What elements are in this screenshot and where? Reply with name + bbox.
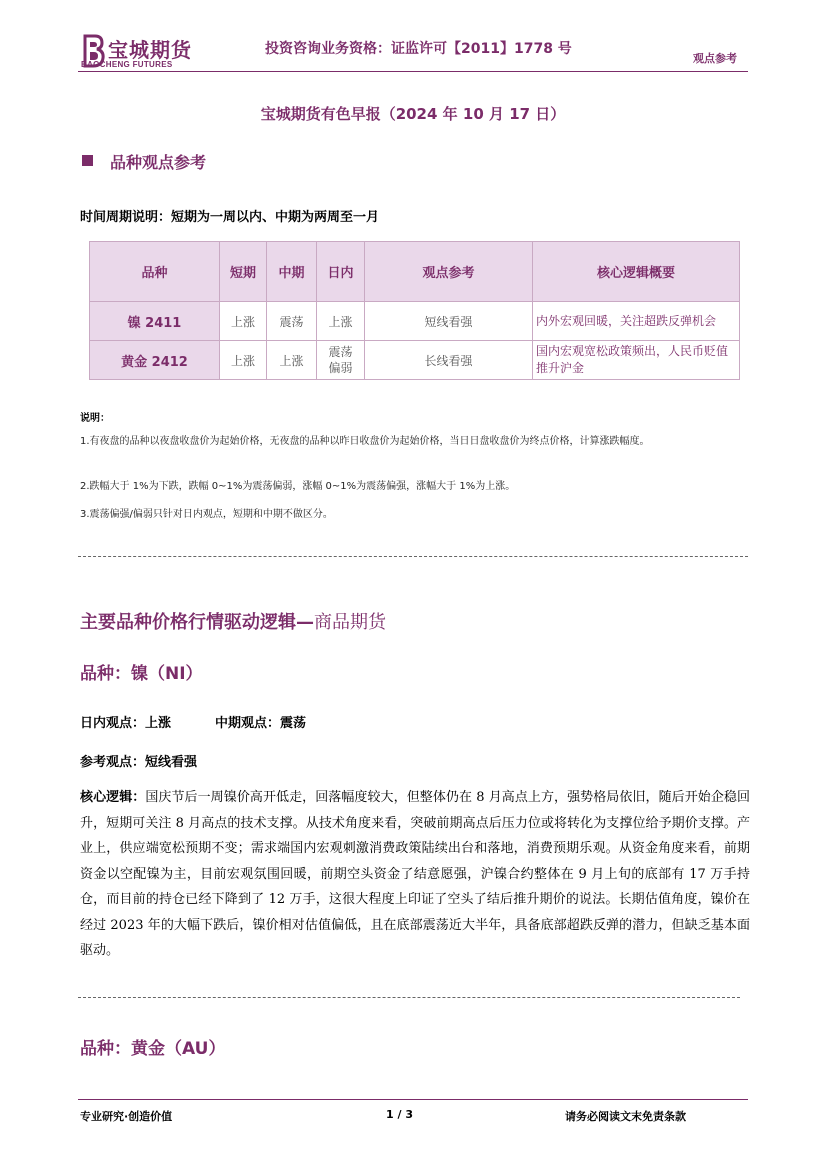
nickel-mid-view: 中期观点：震荡: [215, 716, 307, 731]
col-header-variety: 品种: [90, 242, 220, 302]
cell-mid: 上涨: [267, 341, 317, 380]
footer-disclaimer: 请务必阅读文末免责条款: [565, 1110, 686, 1123]
nickel-logic-label: 核心逻辑：: [80, 790, 146, 805]
footer-divider: [78, 1099, 748, 1100]
cell-logic: 内外宏观回暖，关注超跌反弹机会: [533, 302, 740, 341]
cell-short: 上涨: [220, 341, 267, 380]
nickel-views: [80, 712, 306, 731]
dashed-divider: [78, 997, 740, 998]
section-title-drivers: [80, 608, 386, 634]
cell-intraday: 上涨: [317, 302, 365, 341]
section-title-views: 品种观点参考: [110, 153, 207, 172]
cell-variety: 镍 2411: [90, 302, 220, 341]
nickel-heading: 品种：镍（NI）: [80, 664, 203, 684]
period-note: 时间周期说明：短期为一周以内、中期为两周至一月: [80, 210, 380, 225]
gold-heading: 品种：黄金（AU）: [80, 1039, 226, 1059]
dashed-divider: [78, 556, 748, 557]
section-title-drivers-bold: 主要品种价格行情驱动逻辑—: [80, 612, 314, 633]
table-row: [90, 302, 740, 341]
cell-variety: 黄金 2412: [90, 341, 220, 380]
nickel-intraday-view: 日内观点：上涨: [80, 716, 172, 731]
logo-text-en: BAOCHENG FUTURES: [81, 60, 173, 69]
cell-view: 长线看强: [365, 341, 533, 380]
cell-view: 短线看强: [365, 302, 533, 341]
col-header-logic: 核心逻辑概要: [533, 242, 740, 302]
nickel-ref-view: 参考观点：短线看强: [80, 755, 198, 770]
cell-short: 上涨: [220, 302, 267, 341]
note-item-3: 3.震荡偏强/偏弱只针对日内观点，短期和中期不做区分。: [80, 509, 333, 520]
table-header-row: [90, 242, 740, 302]
notes-heading: 说明：: [80, 413, 110, 424]
col-header-mid: 中期: [267, 242, 317, 302]
col-header-view: 观点参考: [365, 242, 533, 302]
logo-text-cn: 宝城期货: [108, 38, 192, 62]
cell-logic: 国内宏观宽松政策频出，人民币贬值推升沪金: [533, 341, 740, 380]
note-item-2: 2.跌幅大于 1%为下跌，跌幅 0~1%为震荡偏弱，涨幅 0~1%为震荡偏强，涨幅大于 1%为上涨。: [80, 481, 516, 492]
col-header-short: 短期: [220, 242, 267, 302]
page-number: 1 / 3: [386, 1108, 413, 1121]
nickel-logic: [80, 785, 750, 964]
cell-mid: 震荡: [267, 302, 317, 341]
report-title: 宝城期货有色早报（2024 年 10 月 17 日）: [260, 105, 566, 123]
table-row: [90, 341, 740, 380]
note-item-1: 1.有夜盘的品种以夜盘收盘价为起始价格，无夜盘的品种以昨日收盘价为起始价格，当日日盘收盘价为终点价格，计算涨跌幅度。: [80, 436, 650, 447]
header-divider: [78, 71, 748, 72]
nickel-logic-text: 国庆节后一周镍价高开低走，回落幅度较大，但整体仍在 8 月高点上方，强势格局依旧，随后开始企稳回升，短期可关注 8 月高点的技术支撑。从技术角度来看，突破前期高点后压力位或将转化为支撑位给予期价支撑。产业上，供应端宽松预期不变；需求端国内宏观刺激消费政策陆续出台和落地，消费预期乐观。从资金角度来看，前期资金以空配镍为主，目前宏观氛围回暖，前期空头资金了结意愿强，沪镍合约整体在 9 月上旬的底部有 17 万手持仓，而目前的持仓已经下降到了 12 万手，这很大程度上印证了空头了结后推升期价的说法。长期估值角度，镍价在经过 2023 年的大幅下跌后，镍价相对估值偏低，且在底部震荡近大半年，具备底部超跌反弹的潜力，但缺乏基本面驱动。: [80, 790, 750, 958]
section-bullet-icon: [82, 155, 93, 166]
license-text: 投资咨询业务资格：证监许可【2011】1778 号: [265, 41, 572, 57]
header-section-tag: 观点参考: [693, 52, 737, 65]
views-table: [89, 241, 740, 380]
col-header-intraday: 日内: [317, 242, 365, 302]
footer-slogan: 专业研究·创造价值: [80, 1110, 173, 1123]
section-title-drivers-light: 商品期货: [314, 612, 386, 633]
cell-intraday: 震荡偏弱: [317, 341, 365, 380]
